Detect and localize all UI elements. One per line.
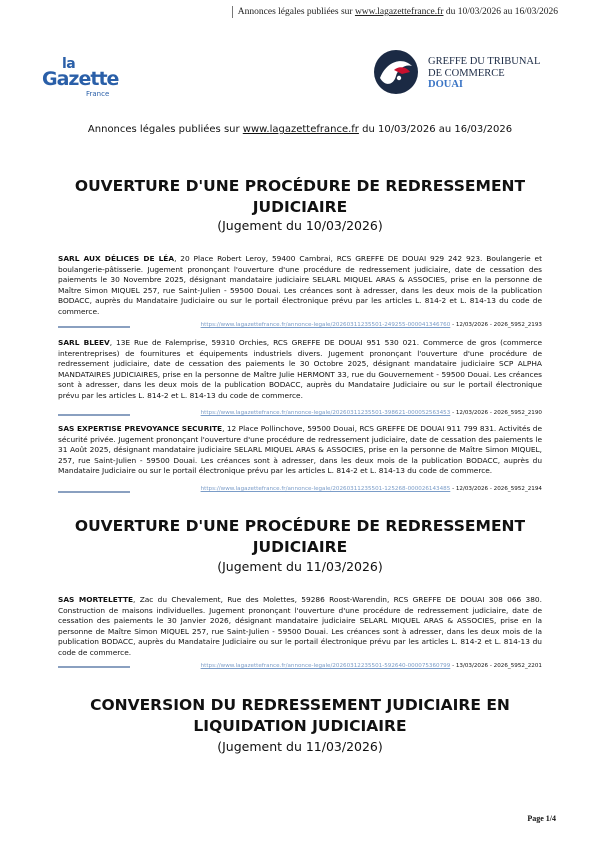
pub-link[interactable]: www.lagazettefrance.fr — [242, 124, 359, 135]
section-1-title — [30, 176, 570, 218]
section-1-subtitle: (Jugement du 10/03/2026) — [217, 218, 383, 233]
section-3-title-line2: LIQUIDATION JUDICIAIRE — [193, 717, 407, 735]
greffe-line-1: GREFFE DU TRIBUNAL — [428, 56, 541, 67]
annonce-1 — [58, 254, 542, 318]
annonce-2-text: , 13E Rue de Falemprise, 59310 Orchies, RCS GREFFE DE DOUAI 951 530 021. Commerce de gros (commerce interentreprises) de fournitures et équipements industriels divers. Jugement prononçant l'ouverture d'une procédure de redressement judiciaire, date de cessation des paiements le 30 Octobre 2025, désignant mandataire judiciaire SCP ALPHA MANDATAIRES JUDICIAIRES, prise en la personne de Maître Julie HERMONT 33, rue du Gouvernement - 59500 Douai. Les créances sont à adresser, dans les deux mois de la publication BODACC, auprès du Mandataire Judiciaire ou sur le portail électronique prévu par les articles L. 814-2 et L. 814-13 du code de commerce. — [58, 338, 542, 400]
topbar-suffix: du 10/03/2026 au 16/03/2026 — [443, 7, 558, 17]
pub-suffix: du 10/03/2026 au 16/03/2026 — [358, 124, 513, 135]
logo-gazette-word: Gazette — [42, 68, 119, 90]
section-1-title-line1: OUVERTURE D'UNE PROCÉDURE DE REDRESSEMENT — [74, 177, 526, 195]
section-1-title-line2: JUDICIAIRE — [252, 198, 348, 216]
annonce-2-ref-text: - 12/03/2026 - 2026_5952_2190 — [450, 410, 542, 416]
annonce-1-ref-text: - 12/03/2026 - 2026_5952_2193 — [450, 322, 542, 328]
annonce-4-text: , Zac du Chevalement, Rue des Molettes, 59286 Roost-Warendin, RCS GREFFE DE DOUAI 308 066 380. Construction de maisons individuelles. Jugement prononçant l'ouverture d'une procédure de redressement judiciaire, date de cessation des paiements le 30 Janvier 2026, désignant mandataire judiciaire SELARL MIQUEL ARAS & ASSOCIES, prise en la personne de Maître Simon MIQUEL 257, rue Saint-Julien - 59500 Douai. Les créances sont à adresser, dans les deux mois de la publication BODACC, auprès du Mandataire Judiciaire ou sur le portail électronique prévu par les articles L. 814-2 et L. 814-13 du code de commerce. — [58, 595, 542, 657]
annonce-3-ref — [201, 486, 542, 492]
gazette-logo — [42, 56, 119, 98]
topbar-link[interactable]: www.lagazettefrance.fr — [354, 7, 444, 17]
annonce-2 — [58, 338, 542, 402]
topbar-prefix: Annonces légales publiées sur — [237, 7, 355, 17]
annonce-2-ref — [201, 410, 542, 416]
annonce-4-ref — [201, 663, 542, 669]
section-3-title-line1: CONVERSION DU REDRESSEMENT JUDICIAIRE EN — [90, 696, 510, 714]
annonce-4-ref-text: - 13/03/2026 - 2026_5952_2201 — [450, 663, 542, 669]
annonce-4-link[interactable]: https://www.lagazettefrance.fr/annonce-legale/20260312235501-592640-000075360799 — [200, 663, 451, 669]
separator-1 — [58, 326, 130, 328]
logo-la: la — [62, 56, 76, 72]
annonce-1-text: , 20 Place Robert Leroy, 59400 Cambrai, RCS GREFFE DE DOUAI 929 242 923. Boulangerie et boulangerie-pâtisserie. Jugement prononçant l'ouverture d'une procédure de redressement judiciaire, date de cessation des paiements le 30 Novembre 2025, désignant mandataire judiciaire SELARL MIQUEL ARAS & ASSOCIES, prise en la personne de Maître Simon MIQUEL 257, rue Saint-Julien - 59500 Douai. Les créances sont à adresser, dans les deux mois de la publication BODACC, auprès du Mandataire Judiciaire ou sur le portail électronique prévu par les articles L. 814-2 et L. 814-13 du code de commerce. — [58, 254, 542, 316]
annonce-2-link[interactable]: https://www.lagazettefrance.fr/annonce-legale/20260311235501-398621-000052563453 — [200, 410, 451, 416]
section-3-subtitle: (Jugement du 11/03/2026) — [217, 739, 383, 754]
greffe-line-2: DE COMMERCE — [428, 67, 505, 79]
annonce-4-company: SAS MORTELETTE — [58, 595, 134, 604]
page-number: Page 1/4 — [527, 814, 556, 823]
annonce-3-ref-text: - 12/03/2026 - 2026_5952_2194 — [450, 486, 542, 492]
annonce-1-company: SARL AUX DÉLICES DE LÉA — [58, 254, 175, 263]
section-3-title — [30, 695, 570, 737]
top-publication-bar — [232, 6, 558, 18]
section-2-title — [30, 516, 570, 558]
separator-2 — [58, 414, 130, 416]
annonce-1-link[interactable]: https://www.lagazettefrance.fr/annonce-legale/20260311235501-249255-000041346760 — [200, 322, 451, 328]
annonce-2-company: SARL BLEEV — [58, 338, 110, 347]
greffe-city: DOUAI — [428, 79, 464, 90]
annonce-4 — [58, 595, 542, 659]
section-2-title-line2: JUDICIAIRE — [252, 538, 348, 556]
annonce-3 — [58, 424, 542, 477]
separator-3 — [58, 491, 130, 493]
annonce-3-link[interactable]: https://www.lagazettefrance.fr/annonce-legale/20260311235501-125268-000026143485 — [200, 486, 451, 492]
greffe-logo — [372, 48, 562, 98]
section-2-title-line1: OUVERTURE D'UNE PROCÉDURE DE REDRESSEMENT — [74, 517, 526, 535]
separator-4 — [58, 666, 130, 668]
pub-prefix: Annonces légales publiées sur — [87, 124, 243, 135]
publication-line — [0, 124, 600, 135]
section-2-subtitle: (Jugement du 11/03/2026) — [217, 559, 383, 574]
annonce-3-company: SAS EXPERTISE PREVOYANCE SECURITE — [58, 424, 223, 433]
annonce-1-ref — [201, 322, 542, 328]
marianne-emblem-icon — [372, 48, 420, 98]
logo-france: France — [86, 90, 110, 98]
annonce-3-text: , 12 Place Pollinchove, 59500 Douai, RCS GREFFE DE DOUAI 911 799 831. Activités de sécurité privée. Jugement prononçant l'ouverture d'une procédure de redressement judiciaire, date de cessation des paiements le 31 Août 2025, désignant mandataire judiciaire SELARL MIQUEL ARAS & ASSOCIES, prise en la personne de Maître Simon MIQUEL, 257, rue Saint-Julien - 59500 Douai. Les créances sont à adresser, dans les deux mois de la publication BODACC, auprès du Mandataire Judiciaire ou sur le portail électronique prévu par les articles L. 814-2 et L. 814-13 du code de commerce. — [58, 424, 542, 476]
